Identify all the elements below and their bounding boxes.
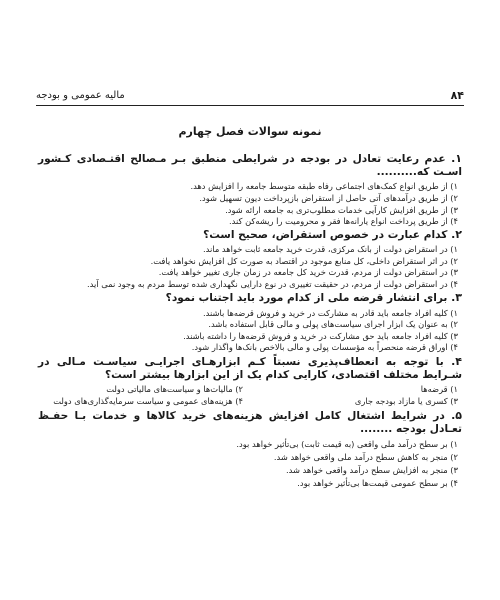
question-stem (38, 409, 462, 436)
option-2: ۲) در اثر استقراض داخلی، کل منابع موجود در اقتصاد به صورت کل افزایش نخواهد یافت. (150, 255, 458, 266)
question-2 (38, 228, 462, 291)
option-3: ۳) از طریق افزایش کارآیی خدمات مطلوب‌تری به جامعه ارائه شود. (225, 204, 458, 215)
option-1: ۱) کلیه افراد جامعه باید قادر به مشارکت در خرید و فروش قرضه‌ها باشند. (203, 307, 458, 318)
option-4: ۴) از طریق پرداخت انواع یارانه‌ها فقر و محرومیت را ریشه‌کن کند. (229, 216, 458, 227)
book-title: مالیه عمومی و بودجه (36, 90, 125, 101)
question-number: ۲. (451, 227, 462, 241)
question-stem (38, 228, 462, 242)
option-1: ۱) قرضه‌ها (420, 384, 458, 395)
question-number: ۴. (451, 354, 462, 368)
question-stem (38, 152, 462, 179)
question-stem (38, 355, 462, 382)
question-number: ۳. (451, 291, 462, 305)
question-text: برای انتشار قرضه ملی از کدام مورد باید اجتناب نمود؟ (165, 292, 448, 305)
question-stem (38, 291, 462, 305)
page-number: ۸۴ (450, 89, 464, 102)
option-2: ۲) مالیات‌ها و سیاست‌های مالیاتی دولت (106, 384, 243, 395)
question-text: عدم رعایت تعادل در بودجه در شرایطی منطبق بـر مـصالح اقتـصادی کـشور اسـت که.......... (38, 153, 462, 179)
question-text: با توجه به انعطاف‌پذیری نسبتاً کـم ابزارهـای اجرایـی سیاسـت مـالی در شـرایط مختلف اقتصادی، کارایی کدام یک از این ابزارها بیشتر است؟ (38, 355, 462, 382)
question-5 (38, 409, 462, 490)
question-4 (38, 355, 462, 408)
question-number: ۵. (451, 408, 462, 422)
option-3: ۳) در استقراض دولت از مردم، قدرت خرید کل جامعه در زمان جاری تغییر خواهد یافت. (158, 267, 458, 278)
option-3: ۳) منجر به افزایش سطح درآمد واقعی خواهد شد. (286, 464, 458, 475)
option-3: ۳) کلیه افراد جامعه باید حق مشارکت در خرید و فروش قرضه‌ها را داشته باشند. (183, 330, 458, 341)
question-1 (38, 152, 462, 228)
option-1: ۱) از طریق انواع کمک‌های اجتماعی رفاه طبقه متوسط جامعه را افزایش دهد. (190, 181, 458, 192)
option-4: ۴) هزینه‌های عمومی و سیاست سرمایه‌گذاری‌های دولت (53, 395, 243, 406)
option-2: ۲) منجر به کاهش سطح درآمد ملی واقعی خواهد شد. (273, 451, 458, 462)
option-4: ۴) در استقراض دولت از مردم، در حقیقت تغییری در نوع دارایی نگهداری شده توسط مردم به وجود نمی آید. (87, 278, 458, 289)
question-3 (38, 291, 462, 354)
question-number: ۱. (451, 152, 462, 165)
option-3: ۳) کسری یا مازاد بودجه جاری (354, 395, 458, 406)
question-text: در شرایط اشتغال کامل افزایش هزینه‌های خرید کالاها و خدمات بـا حفـظ تعـادل بودجه ........ (38, 409, 462, 435)
option-4: ۴) اوراق قرضه منحصراً به مؤسسات پولی و مالی بالاخص بانک‌ها واگذار شود. (191, 342, 458, 353)
option-1: ۱) در استقراض دولت از بانک مرکزی، قدرت خرید جامعه ثابت خواهد ماند. (203, 243, 458, 254)
questions-list (38, 152, 462, 491)
header-rule (36, 105, 464, 106)
question-text: کدام عبارت در خصوص استقراض، صحیح است؟ (203, 228, 448, 241)
option-grid (38, 384, 462, 407)
option-4: ۴) بر سطح عمومی قیمت‌ها بی‌تأثیر خواهد بود. (297, 477, 458, 488)
option-1: ۱) بر سطح درآمد ملی واقعی (به قیمت ثابت) بی‌تأثیر خواهد بود. (236, 438, 458, 449)
section-title: نمونه سوالات فصل چهارم (178, 125, 322, 138)
running-header (36, 85, 464, 103)
option-2: ۲) از طریق درآمدهای آتی حاصل از استقراض بازپرداخت دیون تسهیل شود. (199, 193, 458, 203)
option-2: ۲) به عنوان یک ابزار اجرای سیاست‌های پولی و مالی قابل استفاده باشد. (208, 319, 458, 330)
